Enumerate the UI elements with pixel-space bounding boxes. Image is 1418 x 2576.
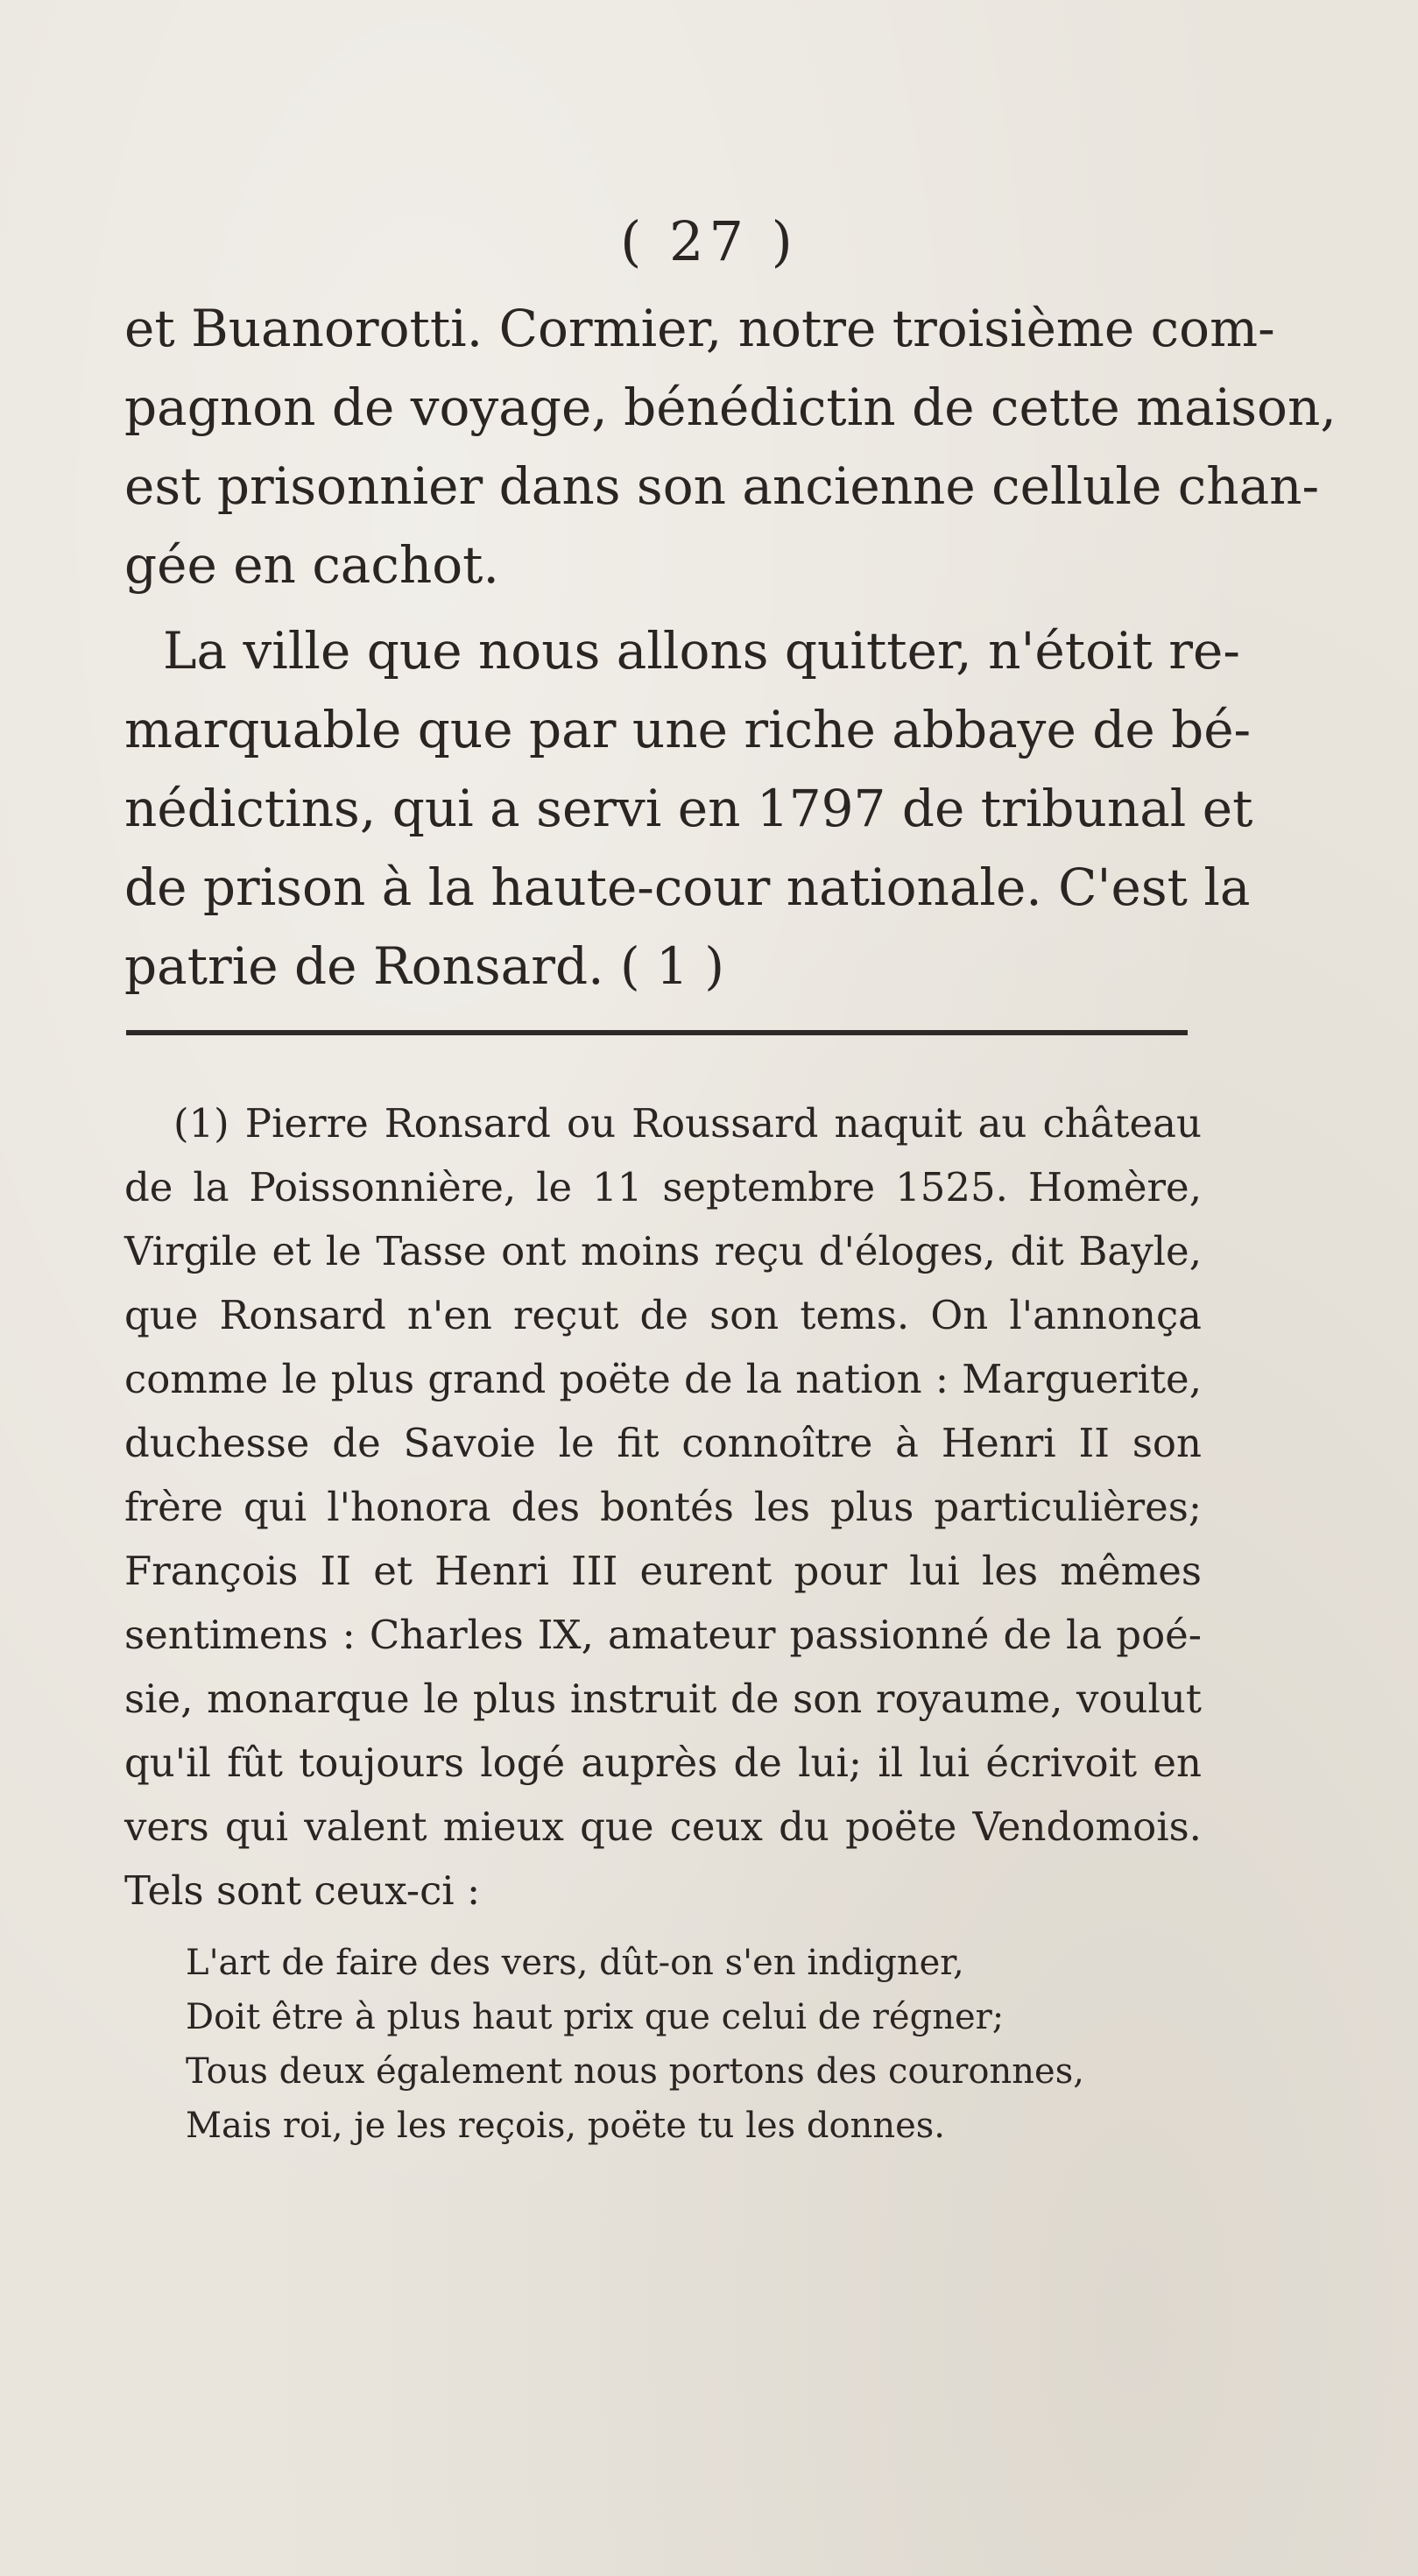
verse-line: Doit être à plus haut prix que celui de régner;: [186, 1997, 1005, 2037]
text-line: de prison à la haute-cour nationale. C'est la: [124, 857, 1251, 917]
footnote-line: vers qui valent mieux que ceux du poëte Vendomois.: [124, 1803, 1202, 1850]
footnote-line: (1) Pierre Ronsard ou Roussard naquit au château: [173, 1100, 1202, 1147]
page-number: ( 27 ): [620, 209, 798, 273]
footnote-line: comme le plus grand poëte de la nation : Marguerite,: [124, 1356, 1202, 1402]
text-line: et Buanorotti. Cormier, notre troisième com-: [124, 299, 1275, 358]
verse-line: Mais roi, je les reçois, poëte tu les donnes.: [186, 2106, 945, 2146]
footnote-line: que Ronsard n'en reçut de son tems. On l'annonça: [124, 1292, 1202, 1338]
text-line: marquable que par une riche abbaye de bé-: [124, 700, 1252, 759]
footnote-line: frère qui l'honora des bontés les plus particulières;: [124, 1484, 1202, 1530]
paragraph-1: [124, 289, 1337, 604]
footnote-line: de la Poissonnière, le 11 septembre 1525. Homère,: [124, 1164, 1202, 1210]
verse-quotation: [186, 1936, 1084, 2153]
verse-line: L'art de faire des vers, dût-on s'en indigner,: [186, 1943, 964, 1983]
footnote-line: sentimens : Charles IX, amateur passionné de la poé-: [124, 1612, 1202, 1658]
text-line: patrie de Ronsard. ( 1 ): [124, 936, 724, 996]
paragraph-2: [124, 611, 1253, 1006]
text-line: pagnon de voyage, bénédictin de cette maison,: [124, 378, 1337, 437]
footnote: [124, 1091, 1202, 1923]
footnote-line: duchesse de Savoie le fit connoître à Henri II son: [124, 1420, 1202, 1466]
footnote-line: François II et Henri III eurent pour lui les mêmes: [124, 1548, 1202, 1594]
text-line: La ville que nous allons quitter, n'étoit re-: [163, 621, 1240, 681]
footnote-line: sie, monarque le plus instruit de son royaume, voulut: [124, 1676, 1202, 1722]
footnote-line: Tels sont ceux-ci :: [124, 1867, 481, 1914]
footnote-line: Virgile et le Tasse ont moins reçu d'éloges, dit Bayle,: [124, 1228, 1202, 1274]
verse-line: Tous deux également nous portons des couronnes,: [186, 2051, 1084, 2092]
text-line: est prisonnier dans son ancienne cellule chan-: [124, 456, 1320, 516]
text-line: gée en cachot.: [124, 535, 499, 595]
footnote-line: qu'il fût toujours logé auprès de lui; il lui écrivoit en: [124, 1740, 1202, 1786]
footnote-separator-rule: [126, 1030, 1188, 1035]
text-line: nédictins, qui a servi en 1797 de tribunal et: [124, 779, 1253, 838]
